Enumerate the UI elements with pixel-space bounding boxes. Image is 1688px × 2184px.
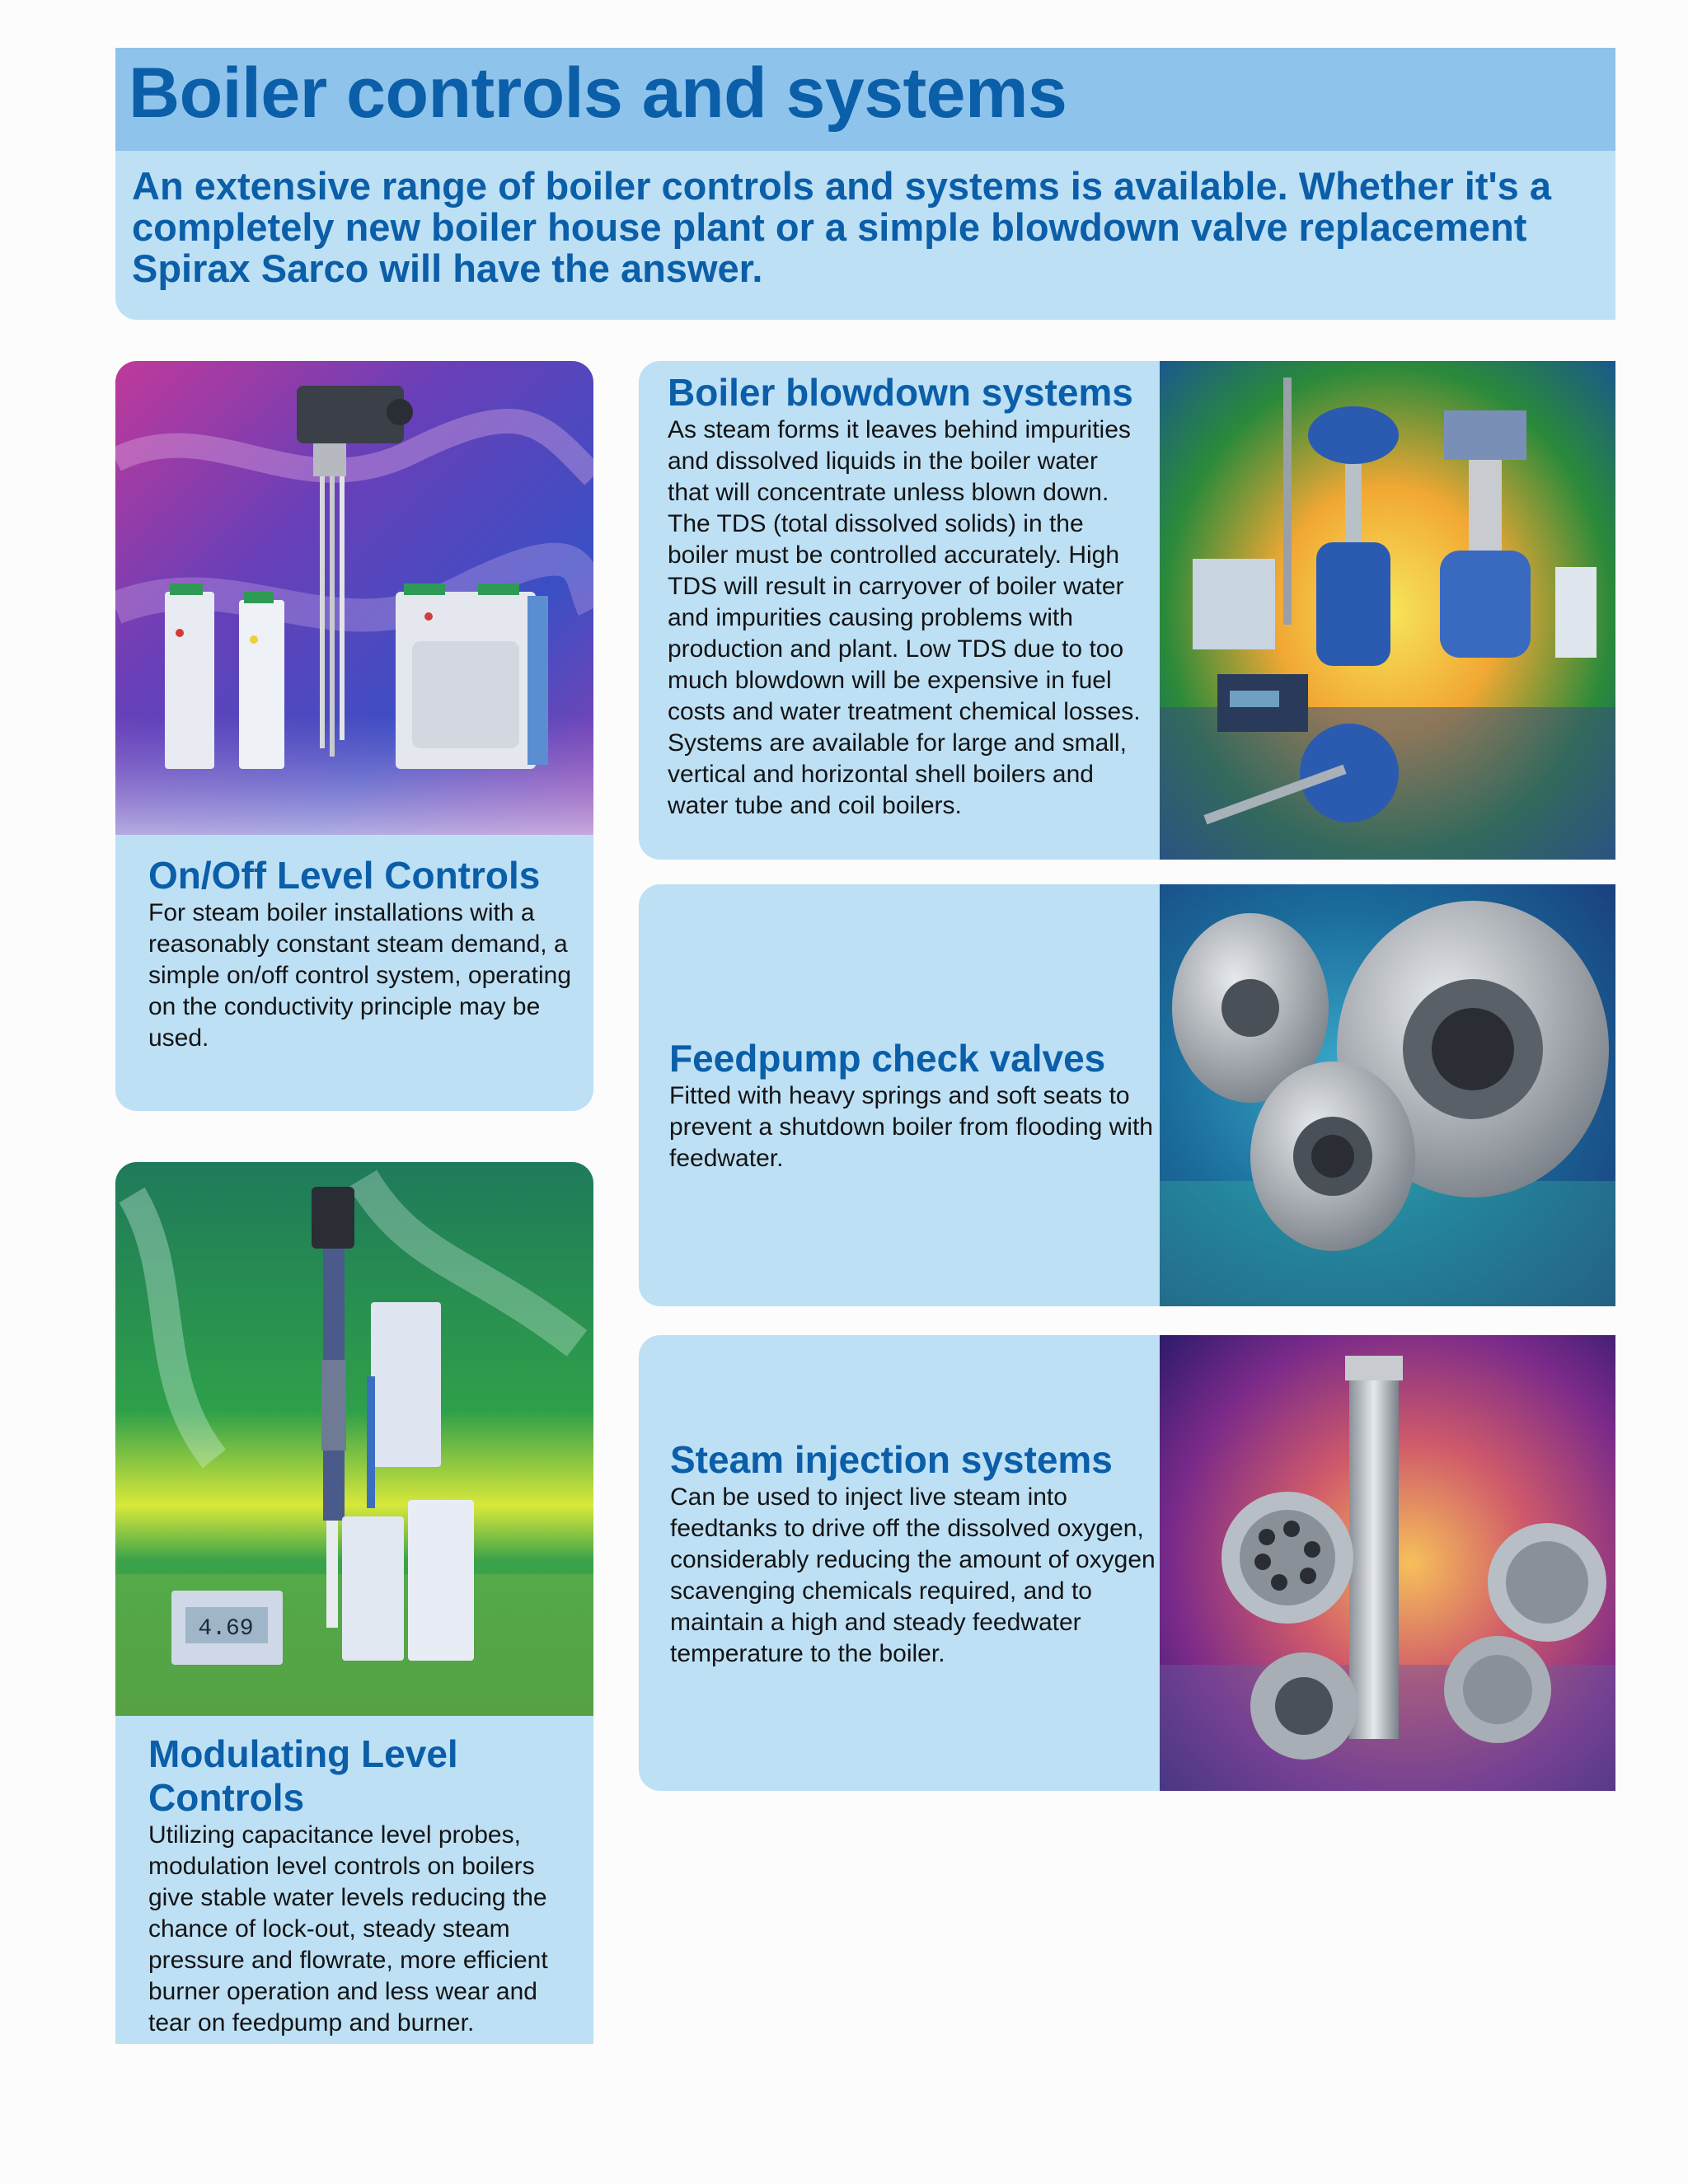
boiler-blowdown-card — [639, 361, 1615, 860]
steam-body: Can be used to inject live steam into feedtanks to drive off the dissolved oxygen, considerably reducing the amount of oxygen scavenging chemicals required, and to maintain a high and steady feedwater temperature to the boiler. — [670, 1483, 1156, 1667]
blowdown-heading: Boiler blowdown systems — [668, 371, 1133, 414]
modulating-level-controls-card — [115, 1162, 593, 2044]
steam-injection-card — [639, 1335, 1615, 1791]
steam-heading: Steam injection systems — [670, 1438, 1113, 1481]
level-display-readout: 4.69 — [198, 1616, 254, 1642]
modulating-controls-photo — [115, 1162, 593, 1716]
modulating-heading: Modulating Level Controls — [148, 1732, 458, 1819]
blowdown-body: As steam forms it leaves behind impurities and dissolved liquids in the boiler water that will concentrate unless blown down. The TDS (total dissolved solids) in the boiler must be controlled accurately. High TDS will result in carryover of boiler water and impurities causing problems with production and plant. Low TDS due to too much blowdown will be expensive in fuel costs and water treatment chemical losses. Systems are available for large and small, vertical and horizontal shell boilers and water tube and coil boilers. — [668, 416, 1141, 819]
intro-panel — [115, 151, 1615, 320]
onoff-heading: On/Off Level Controls — [148, 854, 541, 897]
feedpump-heading: Feedpump check valves — [669, 1037, 1106, 1080]
modulating-body: Utilizing capacitance level probes, modulation level controls on boilers give stable water levels reducing the chance of lock-out, steady steam pressure and flowrate, more efficient burner operation and less wear and tear on feedpump and burner. — [148, 1821, 548, 2036]
page-title: Boiler controls and systems — [129, 54, 1067, 133]
feedpump-check-valves-card — [639, 884, 1615, 1306]
onoff-level-controls-card — [115, 361, 593, 1111]
steam-injection-photo — [1160, 1335, 1615, 1791]
blowdown-systems-photo — [1160, 361, 1615, 860]
title-band — [115, 48, 1615, 151]
feedpump-body: Fitted with heavy springs and soft seats to prevent a shutdown boiler from flooding with feedwater. — [669, 1082, 1153, 1172]
onoff-body: For steam boiler installations with a reasonably constant steam demand, a simple on/off control system, operating on the conductivity principle may be used. — [148, 899, 572, 1052]
feedpump-check-valves-photo — [1160, 884, 1615, 1306]
onoff-controls-photo — [115, 361, 593, 835]
intro-text: An extensive range of boiler controls and systems is available. Whether it's a completely new boiler house plant or a simple blowdown valve replacement Spirax Sarco will have the answer. — [132, 164, 1552, 290]
